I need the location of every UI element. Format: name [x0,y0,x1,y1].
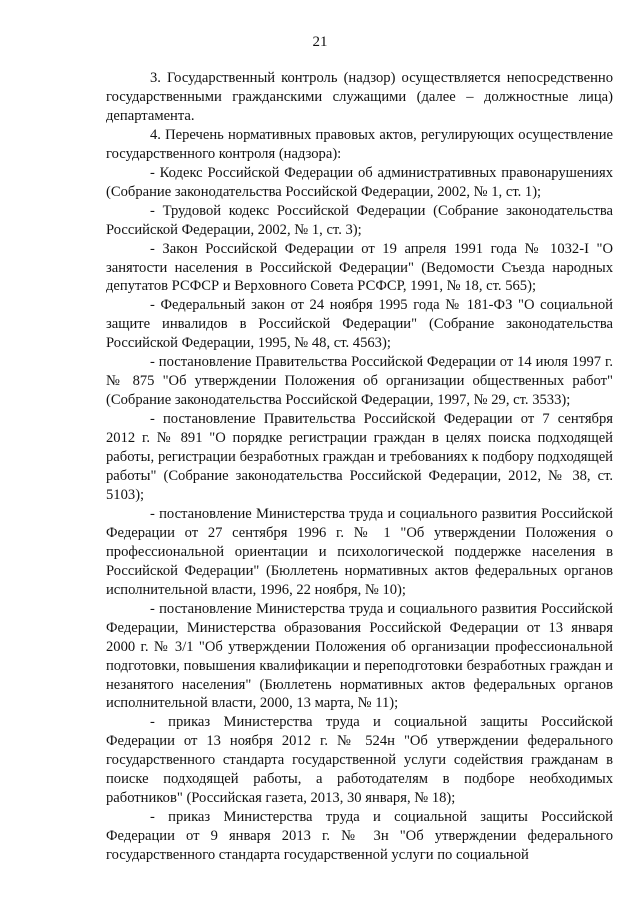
list-item-administrative-code: - Кодекс Российской Федерации об административных правонарушениях (Собрание законодательства Российской Федерации, 2002, № 1, ст. 1); [106,164,613,200]
list-item-registration-resolution: - постановление Правительства Российской Федерации от 7 сентября 2012 г. № 891 "О порядке регистрации граждан в целях поиска подходящей работы, регистрации безработных граждан и требованиях к подбору подходящей работы" (Собрание законодательства Российской Федерации, 2012, № 38, ст. 5103); [106,411,613,503]
document-body [106,69,613,865]
list-item-labor-code: - Трудовой кодекс Российской Федерации (Собрание законодательства Российской Федерации, 2002, № 1, ст. 3); [106,202,613,238]
list-item-employment-law: - Закон Российской Федерации от 19 апреля 1991 года № 1032-I "О занятости населения в Российской Федерации" (Ведомости Съезда народных депутатов РСФСР и Верховного Совета РСФСР, 1991, № 18, ст. 565); [106,240,613,295]
page-number: 21 [312,34,328,50]
list-item-disabled-protection-law: - Федеральный закон от 24 ноября 1995 года № 181-ФЗ "О социальной защите инвалидов в Российской Федерации" (Собрание законодательства Российской Федерации, 1995, № 48, ст. 4563); [106,297,613,352]
paragraph-legal-acts-intro: 4. Перечень нормативных правовых актов, регулирующих осуществление государственного контроля (надзора): [106,126,613,162]
list-item-standard-order: - приказ Министерства труда и социальной защиты Российской Федерации от 9 января 2013 г. № 3н "Об утверждении федерального государственного стандарта государственной услуги по социальной [106,809,613,864]
list-item-career-guidance-resolution: - постановление Министерства труда и социального развития Российской Федерации от 27 сентября 1996 г. № 1 "Об утверждении Положения о профессиональной ориентации и психологической поддержке населения в Российской Федерации" (Бюллетень нормативных актов федеральных органов исполнительной власти, 1996, 22 ноября, № 10); [106,505,613,598]
list-item-training-resolution: - постановление Министерства труда и социального развития Российской Федерации, Министерства образования Российской Федерации от 13 января 2000 г. № 3/1 "Об утверждении Положения об организации профессиональной подготовки, повышения квалификации и переподготовки безработных граждан и незанятого населения" (Бюллетень нормативных актов федеральных органов исполнительной власти, 2000, 13 марта, № 11); [106,600,613,712]
paragraph-inspection-officials: 3. Государственный контроль (надзор) осуществляется непосредственно государственными гражданскими служащими (далее – должностные лица) департамента. [106,70,613,124]
list-item-public-works-resolution: - постановление Правительства Российской Федерации от 14 июля 1997 г. № 875 "Об утверждении Положения об организации общественных работ" (Собрание законодательства Российской Федерации, 1997, № 29, ст. 3533); [106,354,613,409]
list-item-job-search-order: - приказ Министерства труда и социальной защиты Российской Федерации от 13 ноября 2012 г. № 524н "Об утверждении федерального государственного стандарта государственной услуги содействия гражданам в поиске подходящей работы, а работодателям в подборе необходимых работников" (Российская газета, 2013, 30 января, № 18); [106,714,613,807]
